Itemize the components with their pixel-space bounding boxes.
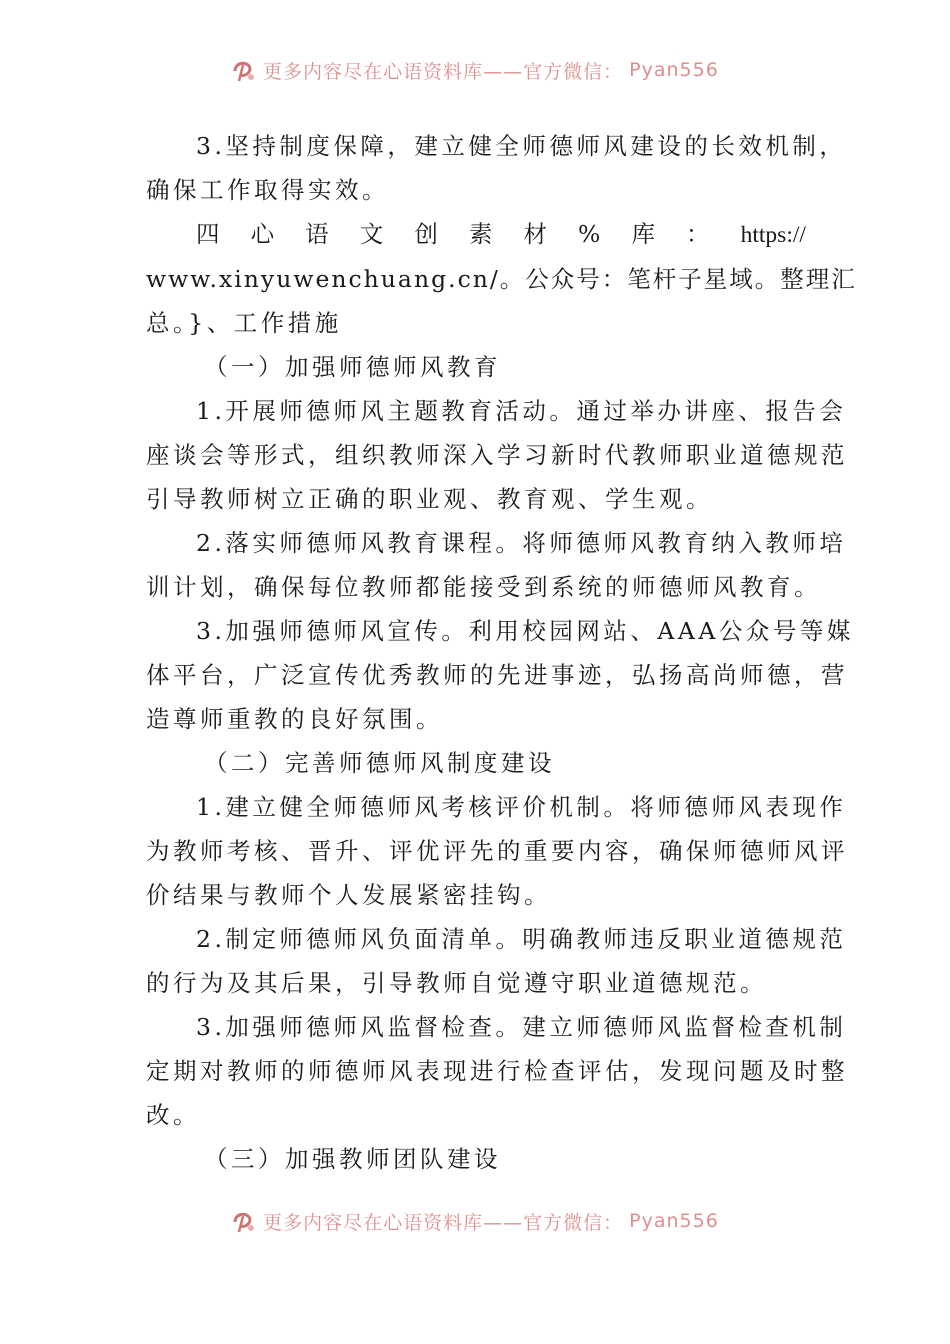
paragraph-line: 2.落实师德师风教育课程。将师德师风教育纳入教师培 [196,529,847,557]
brand-logo-icon [231,57,257,83]
section-heading-1: （一）加强师德师风教育 [204,353,501,381]
paragraph-line: 总。}、工作措施 [146,309,342,337]
spaced-char: % [578,220,601,248]
paragraph-line: 引导教师树立正确的职业观、教育观、学生观。 [146,485,713,513]
brand-logo-icon [231,1208,257,1234]
paragraph-line: 体平台，广泛宣传优秀教师的先进事迹，弘扬高尚师德，营 [146,661,848,689]
paragraph-line: 价结果与教师个人发展紧密挂钩。 [146,881,551,909]
url-fragment: https:// [740,222,806,248]
spaced-char: 文 [359,220,384,248]
section-heading-3: （三）加强教师团队建设 [204,1145,501,1173]
paragraph-line: 3.加强师德师风监督检查。建立师德师风监督检查机制 [196,1013,847,1041]
spaced-char: 创 [414,220,438,248]
watermark-id: Pyan556 [629,59,719,81]
spaced-char: 四 [196,220,220,248]
watermark-text: 更多内容尽在心语资料库——官方微信： [263,60,624,83]
watermark-banner-top [0,55,950,85]
spaced-char: 库 [631,220,655,248]
paragraph-line: 为教师考核、晋升、评优评先的重要内容，确保师德师风评 [146,837,848,865]
watermark-text: 更多内容尽在心语资料库——官方微信： [263,1211,624,1234]
paragraph-line: 训计划，确保每位教师都能接受到系统的师德师风教育。 [146,573,821,601]
paragraph-line: 确保工作取得实效。 [146,176,389,204]
watermark-banner-bottom [0,1206,950,1236]
paragraph-line: 改。 [146,1101,200,1129]
paragraph-line: 1.建立健全师德师风考核评价机制。将师德师风表现作 [196,793,847,821]
paragraph-line: 座谈会等形式，组织教师深入学习新时代教师职业道德规范 [146,441,848,469]
paragraph-line: 造尊师重教的良好氛围。 [146,705,443,733]
paragraph-line: www.xinyuwenchuang.cn/。公众号：笔杆子星域。整理汇 [146,265,857,293]
paragraph-line: 的行为及其后果，引导教师自觉遵守职业道德规范。 [146,969,767,997]
paragraph-line: 3.加强师德师风宣传。利用校园网站、AAA公众号等媒 [196,617,854,645]
paragraph-line: 定期对教师的师德师风表现进行检查评估，发现问题及时整 [146,1057,848,1085]
watermark-id: Pyan556 [629,1210,719,1232]
paragraph-line: 3.坚持制度保障，建立健全师德师风建设的长效机制， [196,132,847,160]
document-body [146,124,857,1181]
spaced-source-line [146,212,806,257]
spaced-char: ： [686,220,710,248]
spaced-char: 心 [250,220,275,248]
spaced-char: 素 [468,220,493,248]
paragraph-line: 1.开展师德师风主题教育活动。通过举办讲座、报告会 [196,397,847,425]
spaced-char: 语 [305,220,329,248]
paragraph-line: 2.制定师德师风负面清单。明确教师违反职业道德规范 [196,925,847,953]
section-heading-2: （二）完善师德师风制度建设 [204,749,555,777]
spaced-char: 材 [523,220,547,248]
